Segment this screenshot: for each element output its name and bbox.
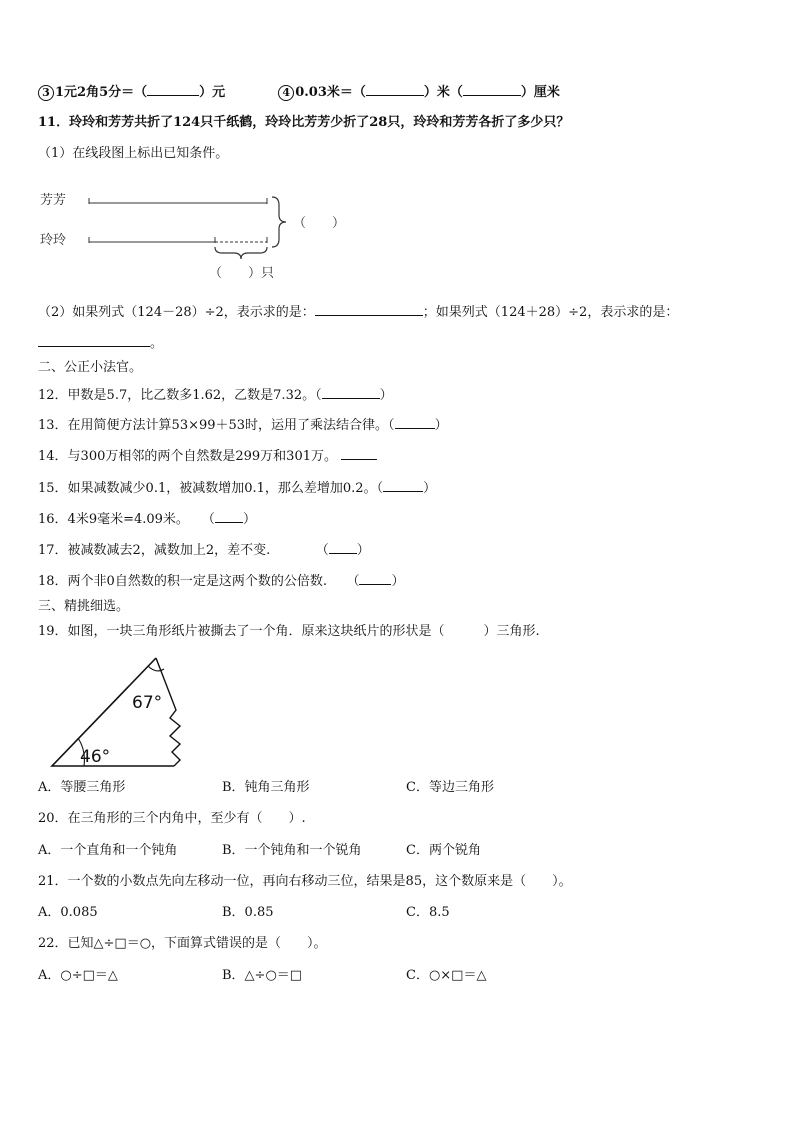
- brace-paren: （ ）: [293, 216, 346, 231]
- q11-sub2-blank-2[interactable]: [38, 333, 150, 347]
- q16-text: 16．4米9毫米=4.09米。 （: [38, 512, 215, 527]
- q21-option-b[interactable]: B．0.85: [222, 905, 274, 920]
- angle-46-label: 46°: [80, 747, 111, 767]
- q10-line: [38, 82, 560, 102]
- segment-diagram: [36, 185, 366, 285]
- q20-text: 20．在三角形的三个内角中，至少有（ ）.: [38, 811, 306, 826]
- q15: [38, 478, 436, 498]
- q11-text: 11．玲玲和芳芳共折了124只千纸鹤，玲玲比芳芳少折了28只，玲玲和芳芳各折了多少只？: [38, 115, 570, 130]
- q20-option-c[interactable]: C．两个锐角: [406, 843, 481, 858]
- q18-end: ）: [391, 574, 405, 589]
- bottom-paren: （ ）只: [209, 266, 275, 281]
- q11-sub2-end: 。: [150, 336, 164, 351]
- q13: [38, 415, 448, 435]
- q17-text: 17．被减数减去2，减数加上2，差不变. （: [38, 543, 329, 558]
- q16-blank[interactable]: [215, 509, 243, 523]
- circled-number-4: 4: [278, 85, 294, 101]
- q10-item4-text: 0.03米＝（: [295, 85, 366, 100]
- q22-option-b[interactable]: B．△÷○＝□: [222, 968, 303, 983]
- q18: [38, 571, 404, 591]
- q16: [38, 509, 256, 529]
- q17-blank[interactable]: [329, 540, 357, 554]
- q18-blank[interactable]: [359, 571, 391, 585]
- q19-option-c[interactable]: C．等边三角形: [406, 780, 494, 795]
- q10-item3-text: 1元2角5分＝（: [55, 85, 148, 100]
- q10-item3-blank[interactable]: [147, 82, 199, 96]
- section-2-heading: 二、公正小法官。: [38, 360, 143, 375]
- q19-option-a[interactable]: A．等腰三角形: [38, 780, 126, 795]
- q18-text: 18．两个非0自然数的积一定是这两个数的公倍数. （: [38, 574, 360, 589]
- q15-text: 15．如果减数减少0.1，被减数增加0.1，那么差增加0.2。（: [38, 481, 384, 496]
- q20-option-b[interactable]: B．一个钝角和一个锐角: [222, 843, 362, 858]
- q22-option-c[interactable]: C．○×□＝△: [406, 968, 487, 983]
- q13-text: 13．在用简便方法计算53×99＋53时，运用了乘法结合律。（: [38, 418, 395, 433]
- q21-option-a[interactable]: A．0.085: [38, 905, 98, 920]
- q11-sub2-part-b: ；如果列式（124＋28）÷2，表示求的是：: [422, 305, 679, 320]
- q19-option-b[interactable]: B．钝角三角形: [222, 780, 310, 795]
- q22-option-a[interactable]: A．○÷□＝△: [38, 968, 118, 983]
- q15-end: ）: [423, 481, 437, 496]
- q19-text: 19．如图，一块三角形纸片被撕去了一个角．原来这块纸片的形状是（ ）三角形.: [38, 624, 540, 639]
- q16-end: ）: [242, 512, 256, 527]
- q10-item4-end: ）厘米: [520, 85, 560, 100]
- circled-number-3: 3: [38, 85, 54, 101]
- q14: [38, 446, 377, 466]
- q12-text: 12．甲数是5.7，比乙数多1.62，乙数是7.32。（: [38, 388, 322, 403]
- torn-triangle-figure: [48, 652, 198, 772]
- q11-sub2-cont: [38, 333, 163, 353]
- q15-blank[interactable]: [383, 478, 423, 492]
- q10-item4-blank-1[interactable]: [366, 82, 424, 96]
- q12-end: ）: [379, 388, 393, 403]
- q21-option-c[interactable]: C．8.5: [406, 905, 450, 920]
- bottom-brace: [215, 247, 267, 259]
- q17: [38, 540, 370, 560]
- right-brace: [272, 197, 286, 247]
- q11-sub2: [38, 302, 678, 322]
- q20-option-a[interactable]: A．一个直角和一个钝角: [38, 843, 178, 858]
- top-angle-arc: [148, 666, 164, 671]
- q12: [38, 385, 393, 405]
- q10-item4-blank-2[interactable]: [463, 82, 521, 96]
- q17-end: ）: [356, 543, 370, 558]
- label-lingling: 玲玲: [40, 233, 67, 248]
- q13-blank[interactable]: [395, 415, 435, 429]
- q14-blank[interactable]: [341, 446, 377, 460]
- q22-text: 22．已知△÷□＝○，下面算式错误的是（ ）。: [38, 936, 327, 951]
- section-3-heading: 三、精挑细选。: [38, 599, 130, 614]
- q10-item4-mid: ）米（: [423, 85, 463, 100]
- q21-text: 21．一个数的小数点先向左移动一位，再向右移动三位，结果是85，这个数原来是（ ）。: [38, 874, 572, 889]
- q11-sub1: （1）在线段图上标出已知条件。: [38, 146, 229, 161]
- q14-text: 14．与300万相邻的两个自然数是299万和301万。: [38, 449, 337, 464]
- q10-item3-end: ）元: [199, 85, 226, 100]
- q13-end: ）: [434, 418, 448, 433]
- angle-67-label: 67°: [132, 693, 163, 713]
- q11-sub2-part-a: （2）如果列式（124－28）÷2，表示求的是：: [38, 305, 315, 320]
- label-fangfang: 芳芳: [40, 193, 67, 208]
- q11-sub2-blank-1[interactable]: [315, 302, 423, 316]
- q12-blank[interactable]: [322, 385, 380, 399]
